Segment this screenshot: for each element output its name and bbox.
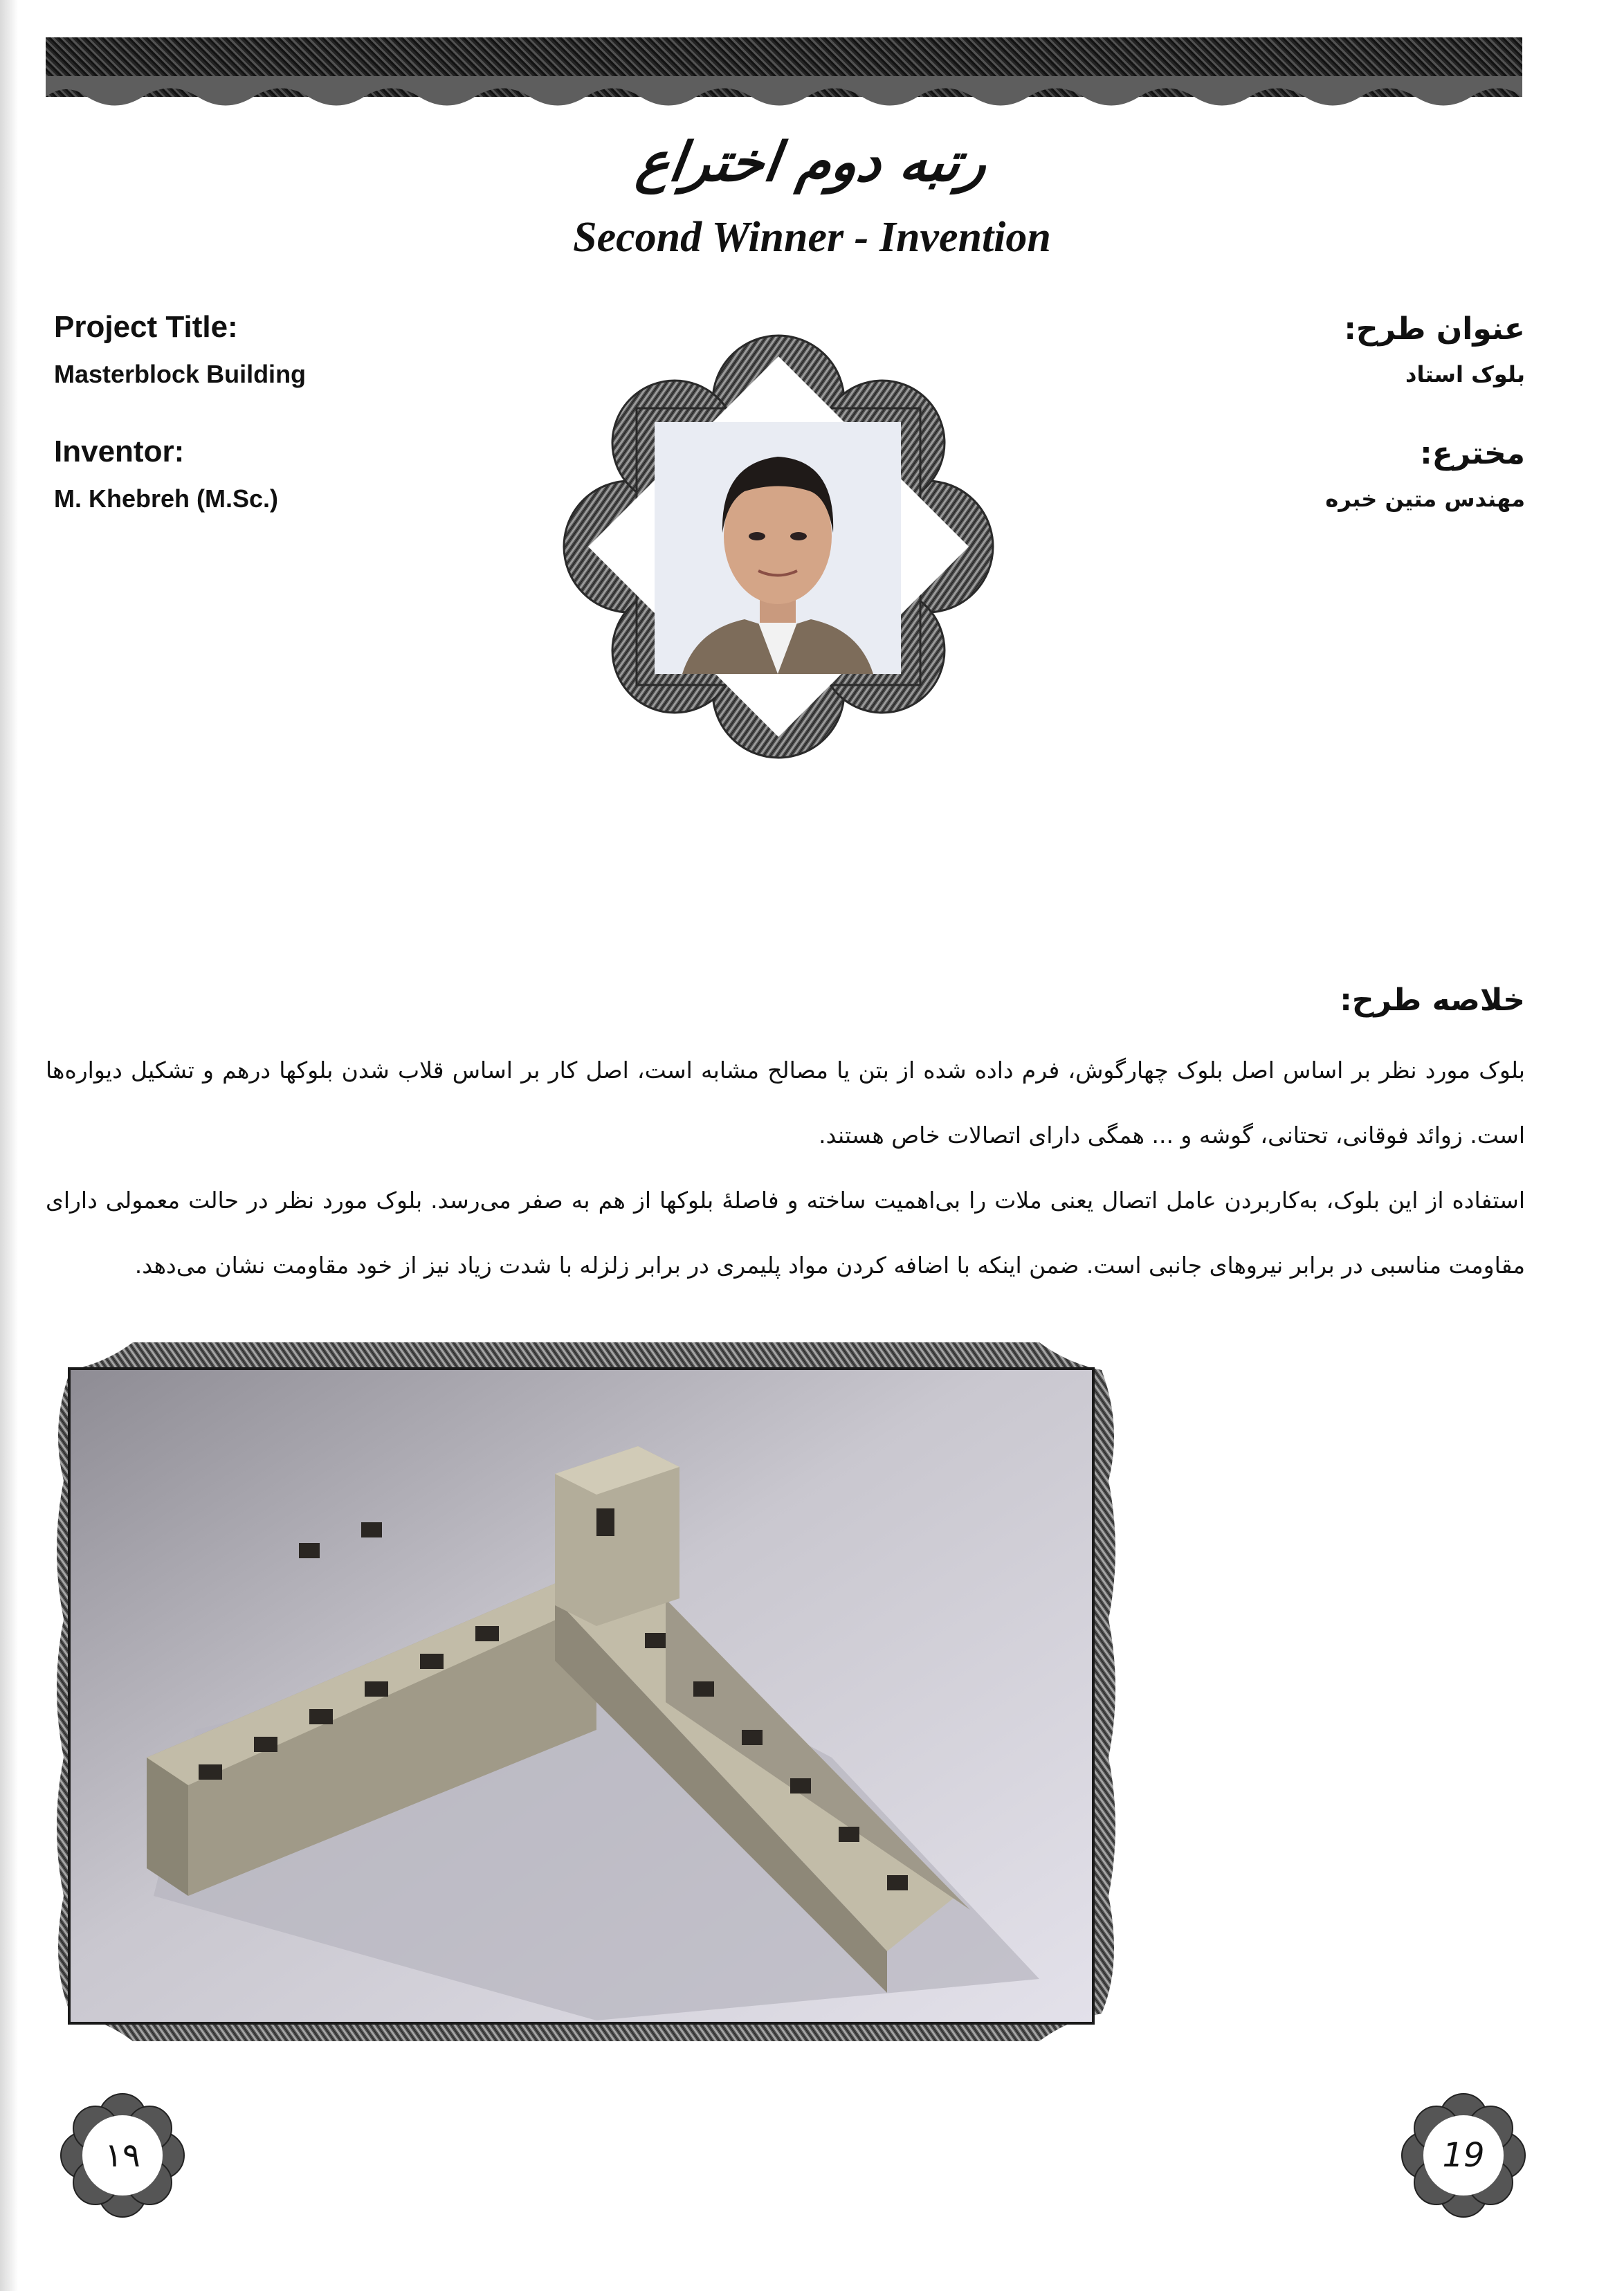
page-title-persian: رتبه دوم اختراع [632, 131, 992, 194]
project-title-value: Masterblock Building [54, 360, 307, 388]
inventor-value: M. Khebreh (M.Sc.) [54, 484, 279, 513]
page-number-left: ۱۹ [104, 2136, 140, 2175]
summary-heading: خلاصه طرح: [1340, 983, 1525, 1018]
inventor-label: Inventor: [54, 435, 185, 468]
banner-scallop-edge [46, 76, 1522, 118]
page-binding-shadow [0, 0, 18, 2291]
masterblock-model-drawing [71, 1370, 1092, 2022]
project-title-label-persian: عنوان طرح: [1344, 311, 1525, 347]
project-title-value-persian: بلوک استاد [1405, 361, 1525, 387]
masterblock-model-photo [68, 1367, 1095, 2025]
summary-paragraph-1: بلوک مورد نظر بر اساس اصل بلوک چهارگوش، فرم داده شده از بتن یا مصالح مشابه است، اصل کار بر اساس قلاب شدن بلوکها درهم و تشکیل دیواره‌ها است. زوائد فوقانی، تحتانی، گوشه و ... همگی دارای اتصالات خاص هستند. [46, 1057, 1525, 1149]
project-title-label: Project Title: [54, 310, 238, 344]
inventor-portrait [655, 422, 901, 674]
page-title-english: Second Winner - Invention [573, 214, 1051, 261]
inventor-label-persian: مخترع: [1420, 436, 1525, 471]
inventor-value-persian: مهندس متین خبره [1325, 486, 1525, 512]
summary-paragraph-2: استفاده از این بلوک، به‌کاربردن عامل اتصال یعنی ملات را بی‌اهمیت ساخته و فاصلهٔ بلوکها از هم به صفر می‌رسد. بلوک مورد نظر در حالت معمولی دارای مقاومت مناسبی در برابر نیروهای جانبی است. ضمن اینکه با اضافه کردن مواد پلیمری در برابر زلزله با شدت زیاد نیز از خود مقاومت نشان می‌دهد. [46, 1187, 1525, 1279]
page-number-right: 19 [1442, 2136, 1485, 2175]
inventor-portrait-drawing [655, 422, 901, 674]
